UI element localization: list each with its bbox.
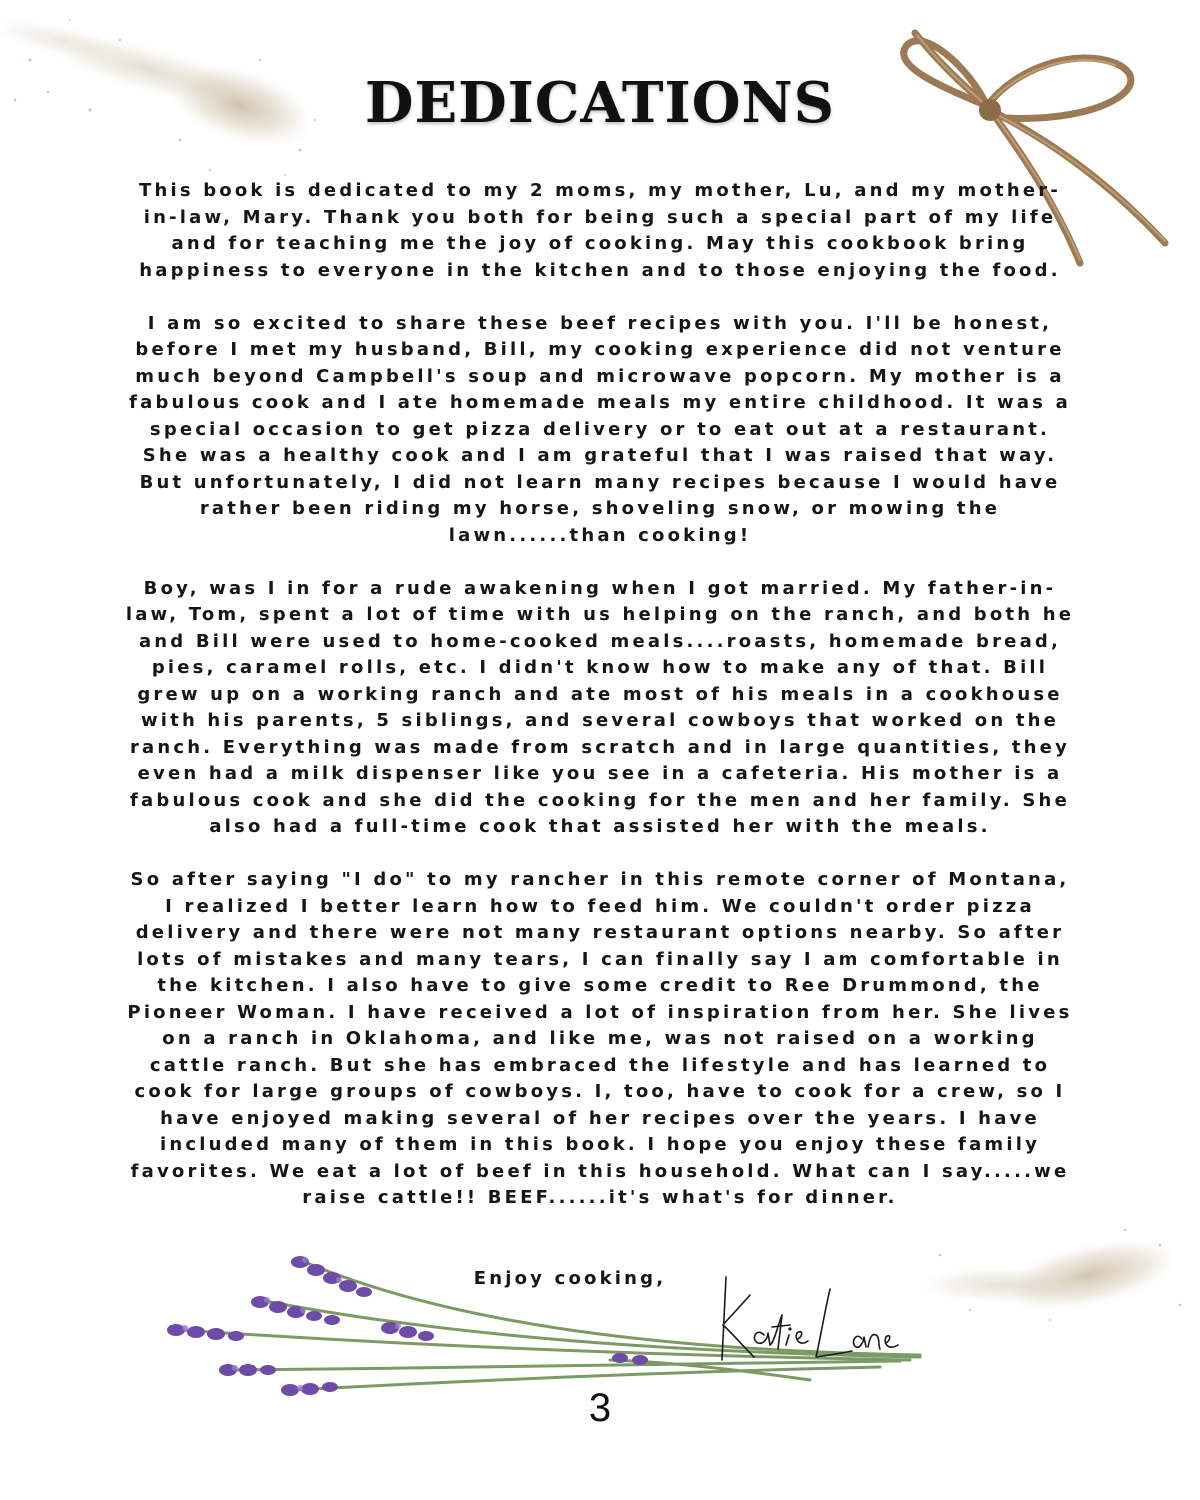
closing-text: Enjoy cooking, [473,1268,667,1289]
page-title: DEDICATIONS [364,70,836,136]
dedication-paragraph: This book is dedicated to my 2 moms, my mother, Lu, and my mother-in-law, Mary. Thank you both for being such a special part of my life and for teaching me the joy of cooking. May this cookbook bring happiness to everyone in the kitchen and to those enjoying the food. [138,180,1062,281]
dedication-paragraph: So after saying "I do" to my rancher in this remote corner of Montana, I realized I better learn how to feed him. We couldn't order pizza delivery and there were not many restaurant options nearby. So after lots of mistakes and many tears, I can finally say I am comfortable in the kitchen. I also have to give some credit to Ree Drummond, the Pioneer Woman. I have received a lot of inspiration from her. She lives on a ranch in Oklahoma, and like me, was not raised on a working cattle ranch. But she has embraced the lifestyle and has learned to cook for large groups of cowboys. I, too, have to cook for a crew, so I have enjoyed making several of her recipes over the years. I have included many of them in this book. I hope you enjoy these family favorites. We eat a lot of beef in this household. What can I say.....we raise cattle!! BEEF......it's what's for dinner. [127,869,1073,1208]
signature-image [712,1265,902,1375]
dedication-body [125,178,1075,1238]
flour-dust-decoration [910,1215,1200,1335]
dedication-paragraph: Boy, was I in for a rude awakening when I got married. My father-in-law, Tom, spent a lot of time with us helping on the ranch, and both he and Bill were used to home-cooked meals....roasts, homemade bread, pies, caramel rolls, etc. I didn't know how to make any of that. Bill grew up on a working ranch and ate most of his meals in a cookhouse with his parents, 5 siblings, and several cowboys that worked on the ranch. Everything was made from scratch and in large quantities, they even had a milk dispenser like you see in a cafeteria. His mother is a fabulous cook and she did the cooking for the men and her family. She also had a full-time cook that assisted her with the meals. [125,577,1075,837]
dedication-paragraph: I am so excited to share these beef recipes with you. I'll be honest, before I met my husband, Bill, my cooking experience did not venture much beyond Campbell's soup and microwave popcorn. My mother is a fabulous cook and I ate homemade meals my entire childhood. It was a special occasion to get pizza delivery or to eat out at a restaurant. She was a healthy cook and I am grateful that I was raised that way. But unfortunately, I did not learn many recipes because I would have rather been riding my horse, shoveling snow, or mowing the lawn......than cooking! [129,312,1071,546]
page-number: 3 [588,1386,612,1430]
